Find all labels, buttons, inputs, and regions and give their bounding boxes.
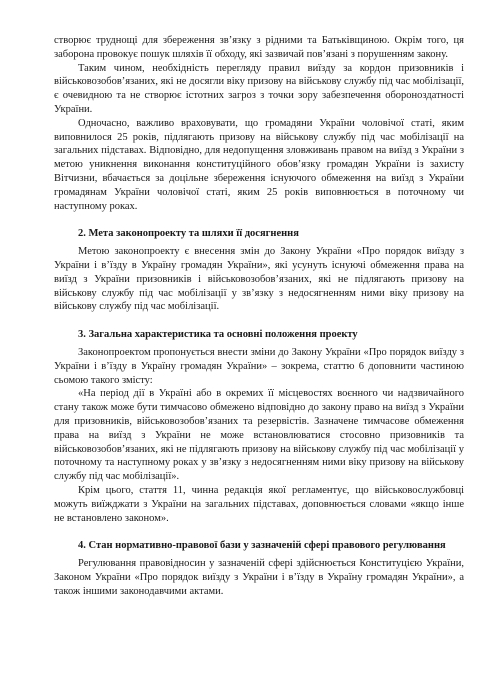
paragraph-legal-basis: Регулювання правовідносин у зазначеній сфері здійснюється Конституцією України, Законом України «Про порядок виїзду з України і в’їзду в Україну громадян України», а також іншими законодавчими актами. bbox=[54, 558, 464, 597]
paragraph-article-11: Крім цього, стаття 11, чинна редакція якої регламентує, що військовослужбовці можуть виїжджати з України на загальних підставах, доповнюється словами «якщо інше не встановлено законом». bbox=[54, 484, 464, 524]
section-heading-legal-basis: 4. Стан нормативно-правової бази у зазначеній сфері правового регулювання bbox=[78, 540, 446, 552]
paragraph-proposal: Законопроектом пропонується внести зміни до Закону України «Про порядок виїзду з України і в’їзду в Україну громадян України» – зокрема, статтю 6 доповнити частиною сьомою такого змісту: bbox=[54, 346, 464, 386]
section-heading-goal: 2. Мета законопроекту та шляхи її досягнення bbox=[78, 228, 299, 240]
paragraph-continuation: створює труднощі для збереження зв’язку з рідними та Батьківщиною. Окрім того, ця заборона провокує пошук шляхів її обходу, які зазвичай пов’язані з порушенням закону. bbox=[54, 35, 464, 60]
paragraph-age-limit: Одночасно, важливо враховувати, що громадяни України чоловічої статі, яким виповнилося 25 років, підлягають призову на військову службу під час мобілізації на загальних підставах. Відповідно, для недопущення зловживань правом на виїзд з України з метою уникнення виконання конституційного обов’язку громадян України із захисту Вітчизни, вбачається за доцільне збереження існуючого обмеження на виїзд з України громадянам України чоловічої статі, яким 25 років виповнюється в поточному чи наступному роках. bbox=[54, 117, 464, 212]
section-heading-overview: 3. Загальна характеристика та основні положення проекту bbox=[78, 329, 358, 341]
paragraph-quoted-amendment: «На період дії в Україні або в окремих її місцевостях воєнного чи надзвичайного стану також може бути тимчасово обмежено відповідно до закону право на виїзд з України для призовників, військовозобов’язаних та резервістів. Зазначене тимчасове обмеження права на виїзд з України не може встановлюватися стосовно призовників та військовозобов’язаних, які не підлягають призову на військову службу під час мобілізації у поточному та наступному роках у зв’язку з недосягненням ними віку призову на військову службу під час мобілізації». bbox=[54, 388, 464, 483]
paragraph-necessity: Таким чином, необхідність перегляду правил виїзду за кордон призовників і військовозобов’язаних, які не досягли віку призову на військову службу під час мобілізації, є очевидною та не створює істотних загроз з точки зору забезпечення обороноздатності України. bbox=[54, 62, 464, 115]
document-page bbox=[54, 34, 464, 598]
paragraph-goal: Метою законопроекту є внесення змін до Закону України «Про порядок виїзду з України і в’їзду в Україну громадян України», які усунуть існуючі обмеження права на виїзд з України призовників і військовозобов’язаних, які не підлягають призову на військову службу під час мобілізації у зв’язку з недосягненням ними віку призову на військову службу під час мобілізації. bbox=[54, 246, 464, 313]
